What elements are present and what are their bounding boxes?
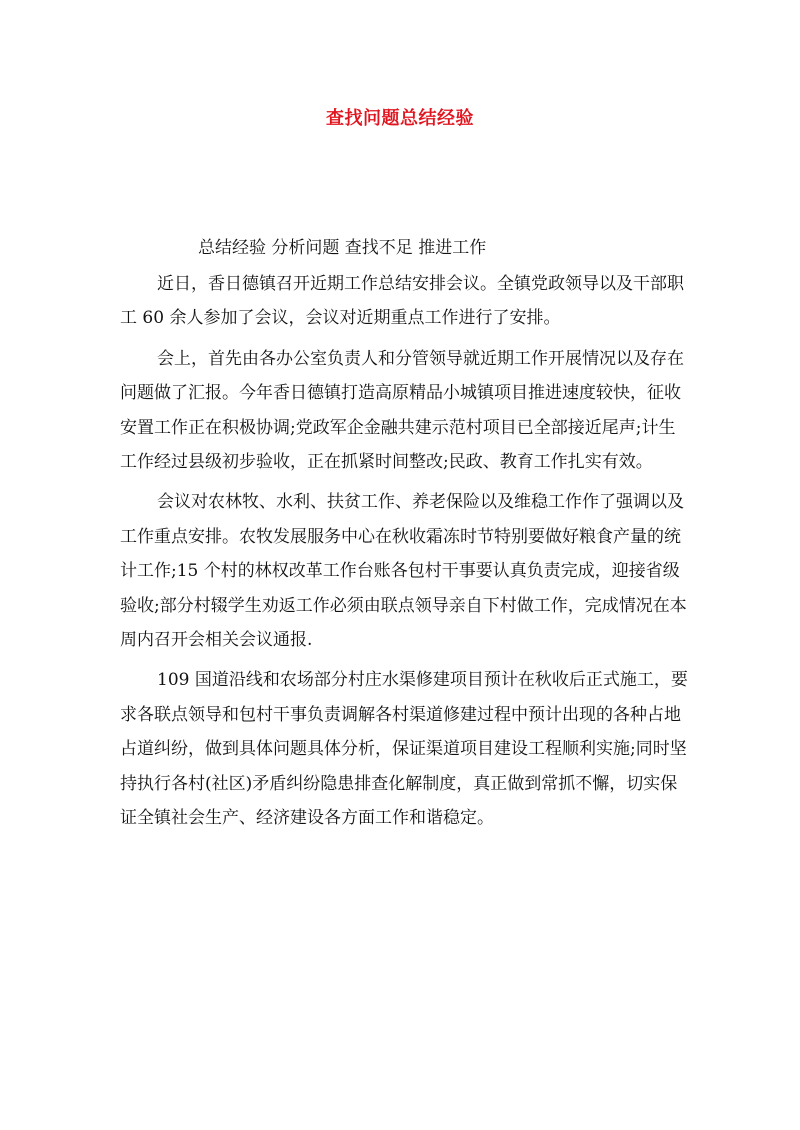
paragraph: 近日，香日德镇召开近期工作总结安排会议。全镇党政领导以及干部职工 60 余人参加了会议，会议对近期重点工作进行了安排。 (120, 274, 684, 329)
paragraph: 109 国道沿线和农场部分村庄水渠修建项目预计在秋收后正式施工，要求各联点领导和包村干事负责调解各村渠道修建过程中预计出现的各种占地占道纠纷，做到具体问题具体分析，保证渠道项目建设工程顺利实施;同时坚持执行各村(社区)矛盾纠纷隐患排查化解制度，真正做到常抓不懈，切实保证全镇社会生产、经济建设各方面工作和谐稳定。 (120, 670, 688, 829)
document-subtitle: 总结经验 分析问题 查找不足 推进工作 (198, 238, 487, 258)
document-title: 查找问题总结经验 (326, 108, 474, 129)
paragraph: 会议对农林牧、水利、扶贫工作、养老保险以及维稳工作作了强调以及工作重点安排。农牧发展服务中心在秋收霜冻时节特别要做好粮食产量的统计工作;15 个村的林权改革工作台账各包村干事要认真负责完成，迎接省级验收;部分村辍学生劝返工作必须由联点领导亲自下村做工作，完成情况在本周内召开会相关会议通报. (120, 492, 687, 651)
document-body (120, 267, 692, 842)
paragraph: 会上，首先由各办公室负责人和分管领导就近期工作开展情况以及存在问题做了汇报。今年香日德镇打造高原精品小城镇项目推进速度较快，征收安置工作正在积极协调;党政军企金融共建示范村项目已全部接近尾声;计生工作经过县级初步验收，正在抓紧时间整改;民政、教育工作扎实有效。 (120, 348, 684, 473)
